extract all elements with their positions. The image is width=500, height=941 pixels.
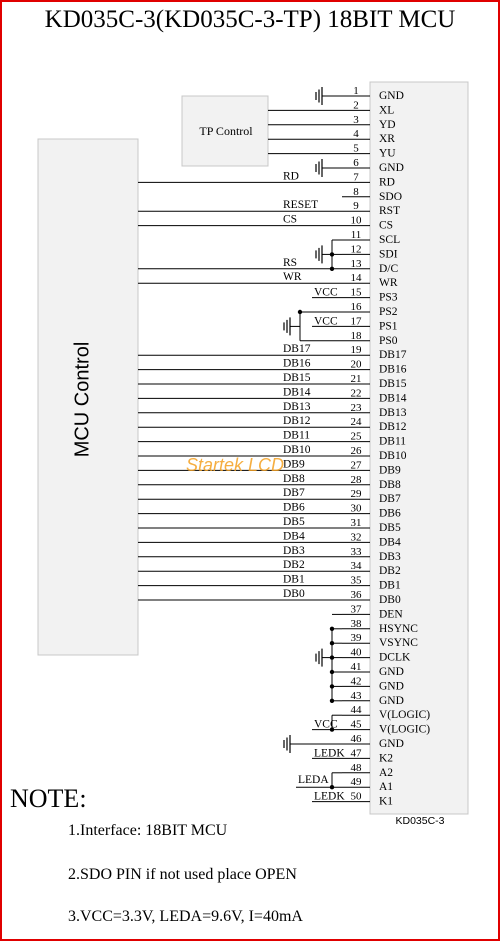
pin-name: V(LOGIC) [379,723,431,736]
pin-name: DB0 [379,594,401,606]
pin-number: 7 [353,171,359,184]
pin-number: 47 [350,747,362,760]
pin-name: DCLK [379,651,411,664]
signal-label: LEDK [314,747,345,760]
ground-icon [316,649,322,667]
pin-number: 22 [350,387,362,400]
pin-name: A2 [379,766,394,779]
mcu-control-label: MCU Control [71,341,94,458]
watermark-text: Startek LCD [186,455,285,475]
junction-dot [330,670,334,674]
junction-dot [330,641,334,645]
pin-number: 48 [350,761,362,774]
pin-name: DB14 [379,392,407,405]
pin-name: DB10 [379,450,407,462]
signal-label: DB0 [283,588,305,600]
pin-name: V(LOGIC) [379,709,431,722]
page-title: KD035C-3(KD035C-3-TP) 18BIT MCU [44,6,456,33]
pin-number: 14 [350,272,362,285]
signal-label: WR [283,271,302,284]
pin-name: PS0 [379,334,398,347]
pin-name: D/C [379,262,399,275]
pin-number: 30 [350,502,362,515]
pin-number: 3 [353,113,359,126]
pin-number: 16 [350,301,362,313]
signal-label: DB6 [283,501,305,514]
pin-name: DB4 [379,536,401,549]
pin-number: 6 [353,157,359,169]
signal-label: DB5 [283,516,305,528]
pin-number: 9 [353,200,359,213]
wires-layer [138,87,345,803]
pin-number: 25 [350,430,362,443]
signal-label: DB8 [283,472,305,485]
signal-label: DB12 [283,415,311,428]
pin-name: SCL [379,234,401,246]
junction-dot [330,267,334,271]
pin-name: DB1 [379,579,401,592]
ground-icon [316,159,322,177]
pin-number: 17 [350,315,362,328]
pin-name: GND [379,694,404,707]
pin-number: 42 [350,675,362,688]
connector-part-label: KD035C-3 [395,815,445,827]
junction-dot [298,310,302,314]
pin-name: GND [379,680,404,693]
pin-name: DB9 [379,464,401,477]
pin-name: RST [379,205,401,218]
pin-number: 15 [350,286,362,299]
pin-number: 18 [350,329,362,342]
pin-name: DB13 [379,406,407,419]
signal-label: DB15 [283,372,311,384]
pin-name: DEN [379,608,403,621]
pin-number: 49 [350,776,362,789]
pin-number: 1 [353,85,359,97]
signal-label: VCC [314,286,338,299]
pin-name: PS3 [379,291,398,304]
pin-name: XR [379,133,395,146]
pin-number: 37 [350,603,362,616]
signal-label: DB17 [283,343,311,356]
junction-dot [330,699,334,703]
pin-name: A1 [379,781,394,794]
ground-icon [316,245,322,263]
signal-label: DB9 [283,458,305,471]
pin-number: 46 [350,733,362,745]
pin-name: DB16 [379,363,407,376]
note-line-3: 3.VCC=3.3V, LEDA=9.6V, I=40mA [68,908,303,925]
pin-number: 10 [350,214,362,227]
signal-label: DB13 [283,400,311,413]
pin-name: GND [379,666,404,678]
pin-number: 43 [350,689,362,702]
pin-name: DB12 [379,421,407,434]
pin-number: 26 [350,445,362,457]
pin-name: DB3 [379,550,401,563]
pin-name: PS1 [379,320,398,333]
pin-number: 28 [350,473,362,486]
pin-name: DB2 [379,565,401,578]
pin-number: 2 [353,99,359,112]
pin-number: 45 [350,718,362,731]
pin-name: YD [379,118,396,131]
pin-name: DB6 [379,507,401,520]
pin-name: RD [379,176,395,189]
signal-label: RD [283,170,299,183]
pin-name: PS2 [379,306,398,318]
pin-name: DB17 [379,349,407,362]
pin-number: 39 [350,632,362,645]
pin-name: VSYNC [379,637,418,650]
signal-label: DB14 [283,386,311,399]
pin-number: 23 [350,401,362,414]
note-title: NOTE: [10,784,87,813]
signal-label: VCC [314,718,338,731]
pin-name: GND [379,162,404,174]
junction-dot [330,684,334,688]
pin-number: 4 [353,128,359,141]
pin-number: 29 [350,488,362,501]
signal-label: DB16 [283,357,311,370]
pin-name: WR [379,277,398,290]
pin-number: 27 [350,459,362,472]
tp-control-label: TP Control [199,124,253,138]
pin-number: 12 [350,243,362,256]
junction-dot [330,785,334,789]
signal-label: LEDA [298,774,329,787]
pin-name: SDO [379,190,403,203]
pin-number: 31 [350,517,362,529]
pin-number: 21 [350,373,362,385]
pin-number: 8 [353,185,359,198]
pin-name: GND [379,738,404,750]
pin-name: K1 [379,795,394,808]
pin-number: 11 [350,229,362,241]
pin-name: HSYNC [379,622,418,635]
pin-number: 40 [350,646,362,659]
pin-number: 20 [350,358,362,371]
note-line-2: 2.SDO PIN if not used place OPEN [68,866,297,883]
pin-number: 41 [350,661,362,673]
pin-name: DB15 [379,378,407,390]
pin-name: DB5 [379,522,401,534]
note-line-1: 1.Interface: 18BIT MCU [68,822,228,839]
signal-label: VCC [314,315,338,328]
pin-number: 38 [350,617,362,630]
pin-number: 19 [350,344,362,357]
signal-label: DB7 [283,487,305,500]
ground-icon [316,87,322,105]
signal-label: DB1 [283,573,305,586]
pin-number: 35 [350,574,362,587]
pin-name: DB11 [379,435,407,448]
junction-dot [330,627,334,631]
pin-number: 33 [350,545,362,558]
pin-name: XL [379,104,395,117]
pin-number: 50 [350,790,362,803]
signal-label: RS [283,256,298,269]
ground-icon [284,317,290,335]
ground-icon [284,735,290,753]
signal-label: DB11 [283,429,311,442]
pin-number: 32 [350,531,362,544]
signal-label: RESET [283,199,319,212]
signal-label: CS [283,213,298,226]
pin-name: K2 [379,752,394,765]
pin-number: 44 [350,704,362,717]
pin-number: 5 [353,142,359,155]
signal-label: DB2 [283,559,305,572]
pin-number: 36 [350,589,362,601]
pin-name: DB7 [379,493,401,506]
signal-label: LEDK [314,790,345,803]
pin-number: 13 [350,257,362,270]
pin-name: SDI [379,248,398,261]
signal-label: DB10 [283,444,311,456]
pin-name: YU [379,147,396,160]
pin-name: CS [379,219,394,232]
pin-name: GND [379,90,404,102]
signal-label: DB3 [283,544,305,557]
pin-number: 34 [350,560,362,573]
pin-number: 24 [350,416,362,429]
pin-name: DB8 [379,478,401,491]
signal-label: DB4 [283,530,305,543]
